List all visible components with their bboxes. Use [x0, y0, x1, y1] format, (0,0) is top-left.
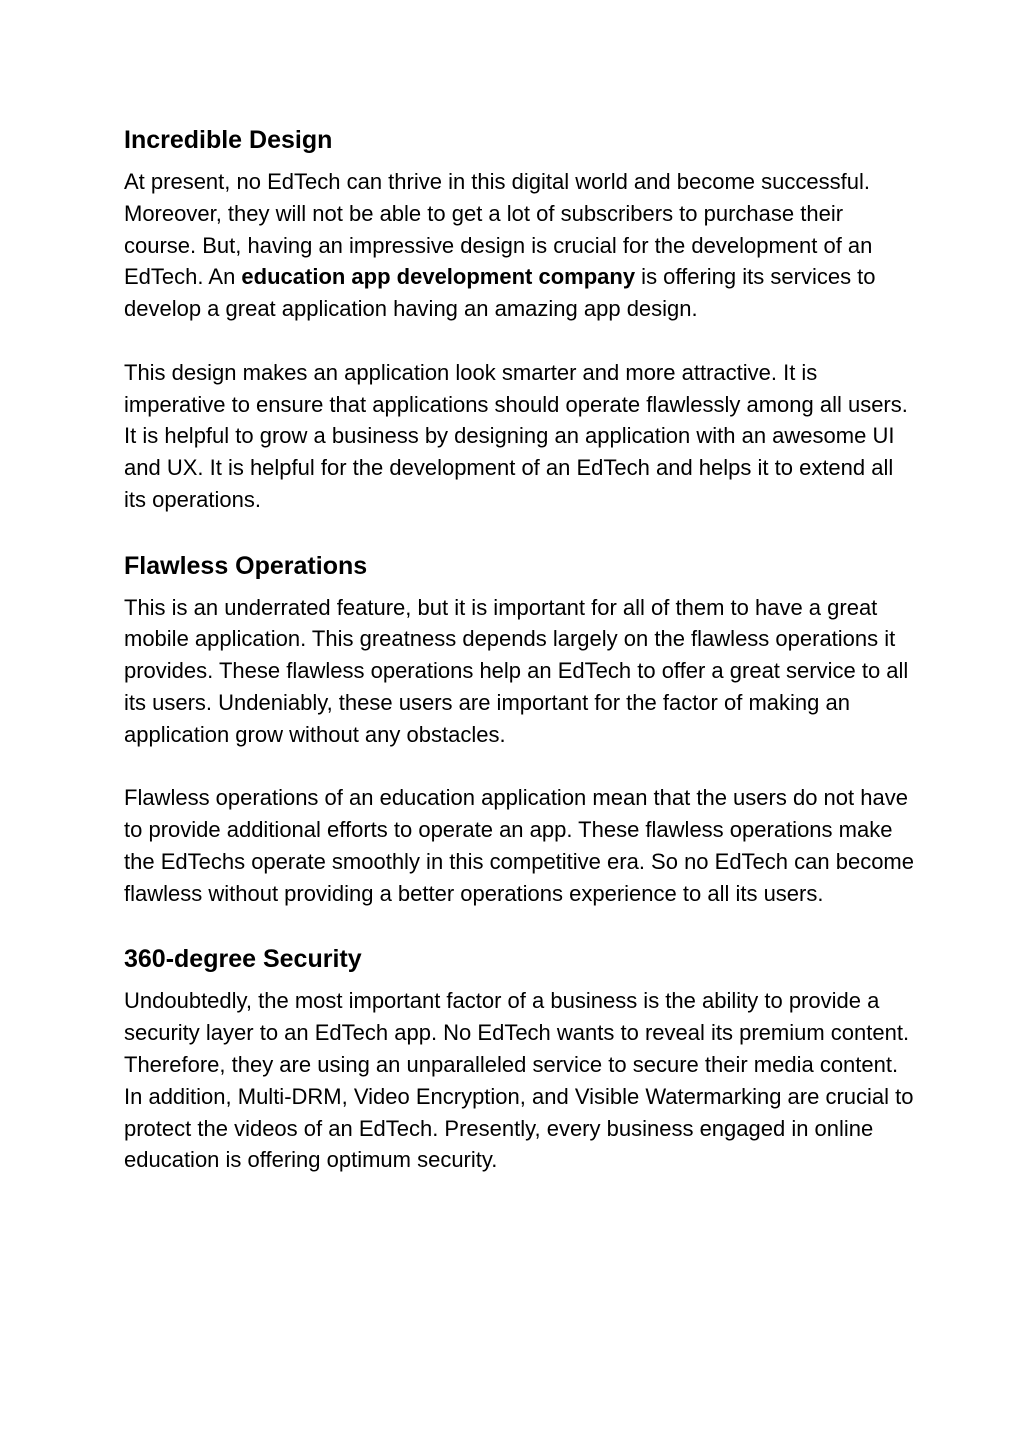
paragraph-text: At present, no EdTech can thrive in this digital world and become successful. Moreover, they will not be able to get a lot of subscribers to purchase their course. But, having an impressive design is crucial for the development of an EdTech. An — [124, 169, 873, 290]
bold-keyword: education app development company — [241, 264, 636, 290]
paragraph-incredible-design-1 — [124, 166, 914, 325]
document-page — [124, 122, 914, 1176]
paragraph-flawless-operations-1: This is an underrated feature, but it is important for all of them to have a great mobile application. This greatness depends largely on the flawless operations it provides. These flawless operations help an EdTech to offer a great service to all its users. Undeniably, these users are important for the factor of making an application grow without any obstacles. — [124, 594, 909, 747]
paragraph-gap — [124, 751, 914, 783]
section-gap — [124, 910, 914, 942]
paragraph-360-security-1: Undoubtedly, the most important factor of a business is the ability to provide a security layer to an EdTech app. No EdTech wants to reveal its premium content. Therefore, they are using an unparalleled service to secure their media content. In addition, Multi-DRM, Video Encryption, and Visible Watermarking are crucial to protect the videos of an EdTech. Presently, every business engaged in online education is offering optimum security. — [124, 988, 914, 1173]
paragraph-text: is offering its services to develop a great application having an amazing app design. — [124, 264, 876, 322]
section-gap — [124, 516, 914, 548]
section-heading-flawless-operations: Flawless Operations — [124, 551, 368, 580]
section-heading-incredible-design: Incredible Design — [124, 126, 333, 154]
paragraph-gap — [124, 325, 914, 357]
section-heading-360-security: 360-degree Security — [124, 945, 362, 974]
paragraph-flawless-operations-2: Flawless operations of an education application mean that the users do not have to provide additional efforts to operate an app. These flawless operations make the EdTechs operate smoothly in this competitive era. So no EdTech can become flawless without providing a better operations experience to all its users. — [124, 785, 914, 906]
paragraph-incredible-design-2: This design makes an application look smarter and more attractive. It is imperative to ensure that applications should operate flawlessly among all users. It is helpful to grow a business by designing an application with an awesome UI and UX. It is helpful for the development of an EdTech and helps it to extend all its operations. — [124, 359, 908, 512]
